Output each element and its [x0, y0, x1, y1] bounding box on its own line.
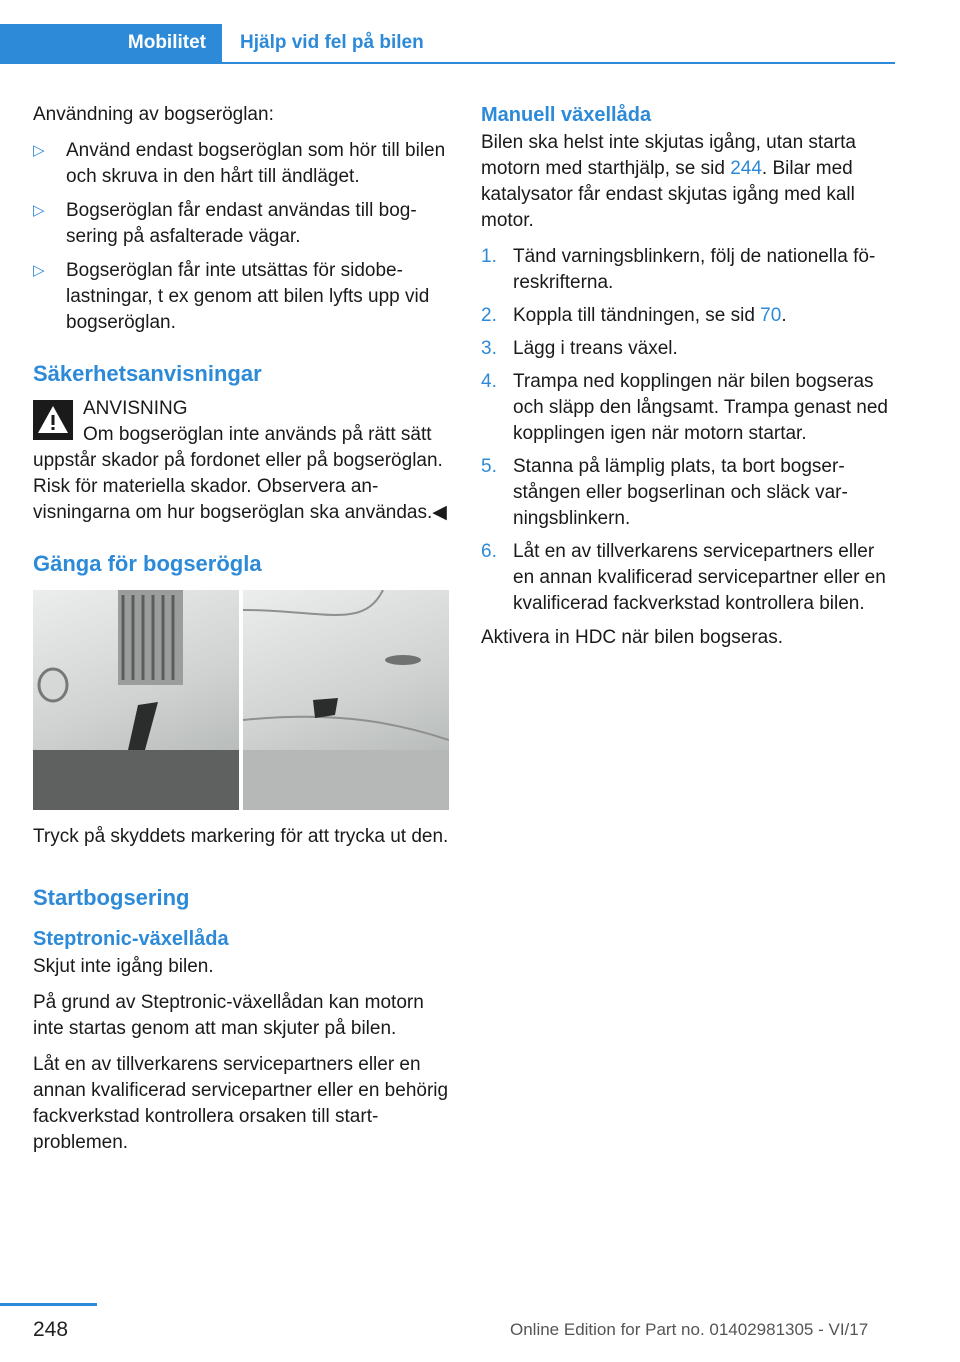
triangle-bullet-icon: ▷	[33, 262, 45, 279]
list-item: 4. Trampa ned kopplingen när bilen bogseras och släpp den långsamt. Trampa genast ned kopplingen igen när motorn startar.	[481, 371, 888, 444]
triangle-bullet-icon: ▷	[33, 142, 45, 159]
triangle-bullet-icon: ▷	[33, 202, 45, 219]
warning-icon	[33, 400, 73, 440]
warning-title: ANVISNING	[83, 398, 188, 419]
intro-text: Användning av bogseröglan:	[33, 104, 274, 125]
list-item: 2. Koppla till tändningen, se sid 70.	[481, 305, 787, 326]
page-header	[0, 0, 895, 64]
bumper-figure	[33, 590, 449, 810]
list-item: 6. Låt en av tillverkarens servicepartners eller en annan kvalificerad servicepartner eller en kvalificerad fackverkstad kontrollera bilen.	[481, 541, 886, 614]
steps-list	[481, 244, 896, 617]
warning-text: Om bogseröglan inte används på rätt sätt uppstår skador på fordonet eller på bogseröglan. Risk för materiella skador. Observera anvisningarna om hur bogseröglan ska användas.◀	[33, 424, 447, 523]
paragraph: Låt en av tillverkarens servicepartners eller en annan kvalificerad servicepartner eller en behörig fackverkstad kontrollera orsaken till startproblemen.	[33, 1054, 449, 1153]
tab-mobilitet[interactable]: Mobilitet	[0, 24, 222, 62]
list-item: 5. Stanna på lämplig plats, ta bort bogserstången eller bogserlinan och släck varningsblinkern.	[481, 456, 848, 529]
edition-note: Online Edition for Part no. 01402981305 - VI/17	[510, 1320, 869, 1339]
bumper-photo-right	[243, 590, 449, 810]
figure-caption: Tryck på skyddets markering för att trycka ut den.	[33, 826, 449, 847]
page-link[interactable]: 244	[730, 158, 762, 179]
warning-note	[33, 396, 449, 526]
manual-heading: Manuell växellåda	[481, 104, 652, 126]
tab-hjalp-vid-fel[interactable]: Hjälp vid fel på bilen	[240, 32, 424, 53]
list-item: ▷ Använd endast bogseröglan som hör till bilen och skruva in den hårt till ändläget.	[33, 140, 446, 187]
list-item: 1. Tänd varningsblinkern, följ de nationella föreskrifterna.	[481, 246, 876, 293]
steptronic-heading: Steptronic-växellåda	[33, 928, 229, 950]
usage-bullets	[33, 138, 449, 336]
hdc-note: Aktivera in HDC när bilen bogseras.	[481, 627, 784, 648]
list-item: ▷ Bogseröglan får endast användas till bogsering på asfalterade vägar.	[33, 200, 417, 247]
right-column	[481, 102, 896, 661]
manual-intro: Bilen ska helst inte skjutas igång, utan starta motorn med starthjälp, se sid 244. Bilar med katalysator får endast skjutas igång med kall motor.	[481, 132, 856, 231]
safety-heading: Säkerhetsanvisningar	[33, 361, 262, 386]
page-number: 248	[33, 1318, 69, 1341]
list-item: ▷ Bogseröglan får inte utsättas för sidobelastningar, t ex genom att bilen lyfts upp vid bogseröglan.	[33, 260, 430, 333]
footer-accent-bar	[0, 1303, 97, 1306]
paragraph: På grund av Steptronic-växellådan kan motorn inte startas genom att man skjuter på bilen.	[33, 992, 424, 1039]
page-link[interactable]: 70	[760, 305, 782, 326]
paragraph: Skjut inte igång bilen.	[33, 956, 214, 977]
start-heading: Startbogsering	[33, 885, 190, 910]
bumper-photo-left	[33, 590, 239, 810]
list-item: 3. Lägg i treans växel.	[481, 338, 678, 359]
left-column	[33, 102, 449, 1166]
thread-heading: Gänga för bogserögla	[33, 551, 262, 576]
